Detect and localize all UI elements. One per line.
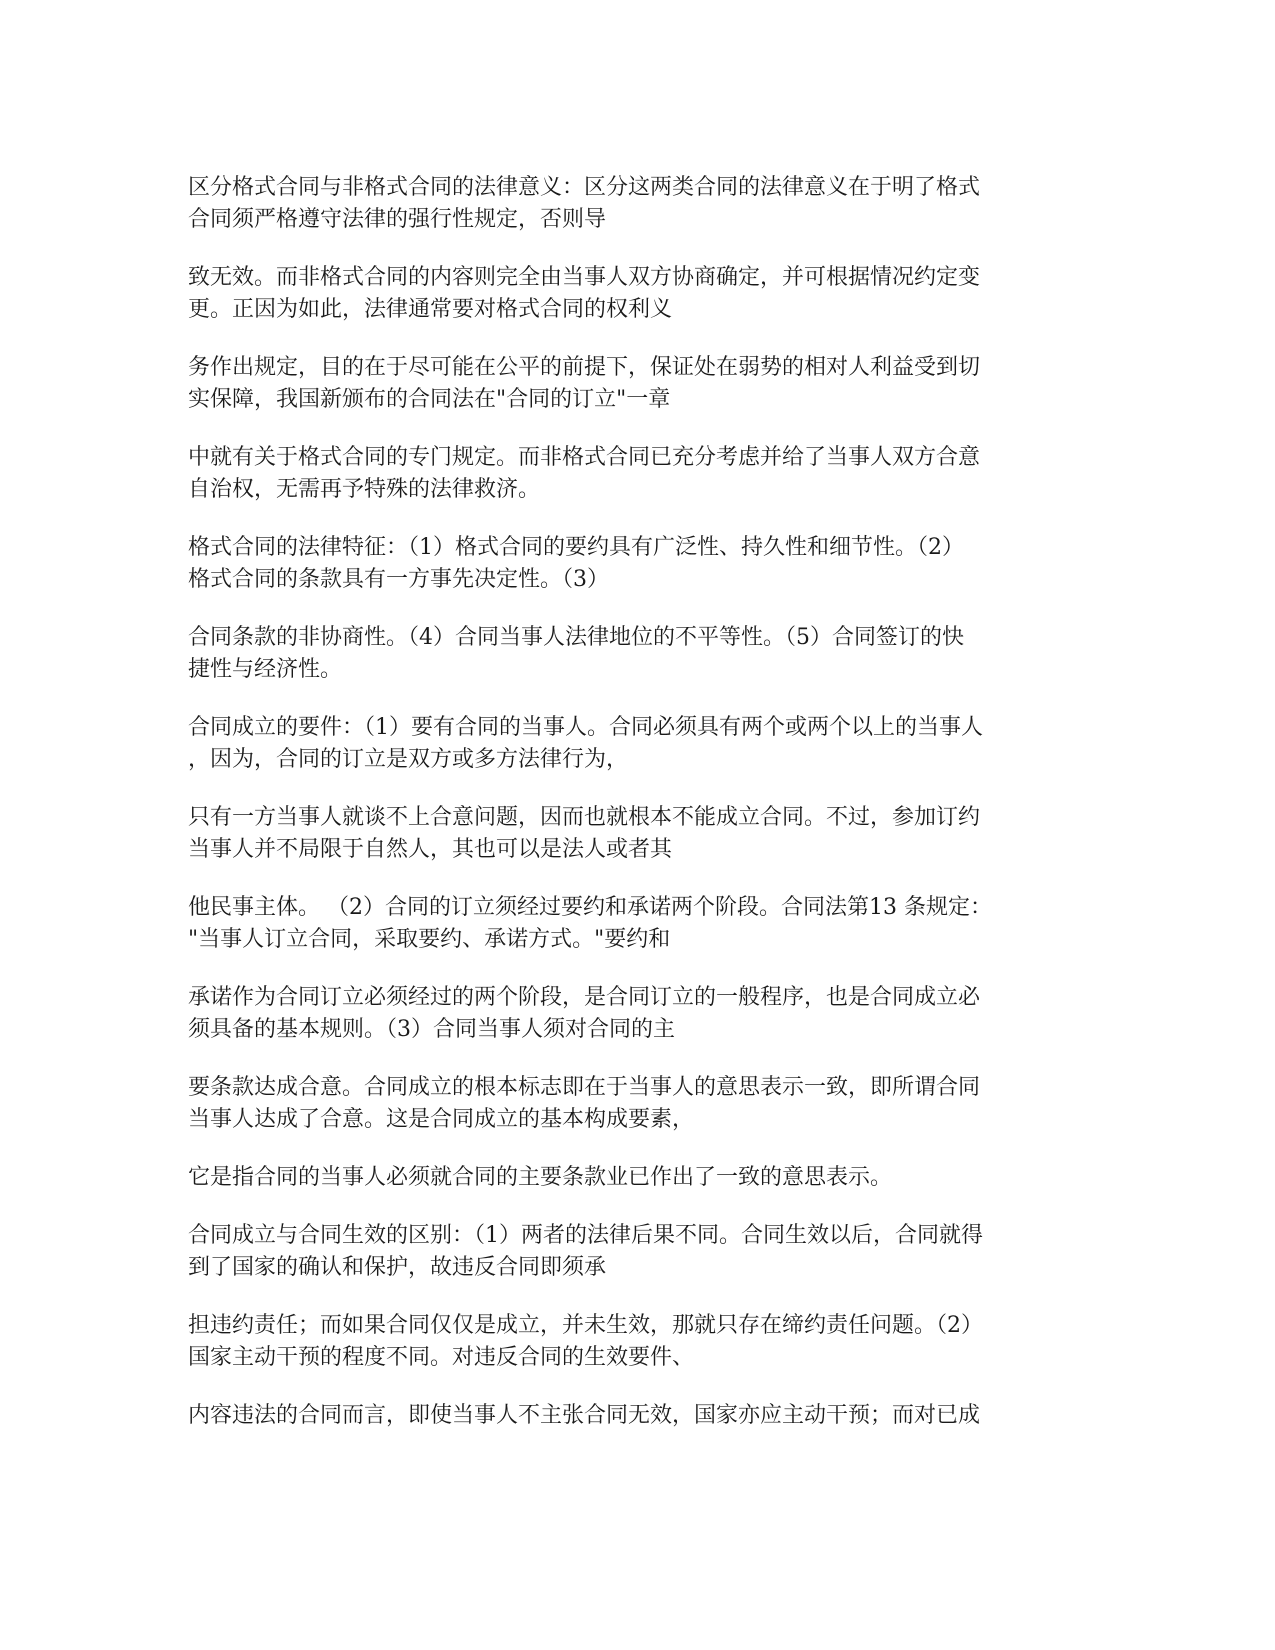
text-line: 要条款达成合意。合同成立的根本标志即在于当事人的意思表示一致，即所谓合同 <box>188 1075 981 1100</box>
text-line: 国家主动干预的程度不同。对违反合同的生效要件、 <box>188 1345 695 1370</box>
text-line: 格式合同的法律特征：（1）格式合同的要约具有广泛性、持久性和细节性。（2） <box>188 535 964 560</box>
paragraph <box>188 982 1088 1046</box>
text-line: ，因为，合同的订立是双方或多方法律行为， <box>188 747 629 772</box>
text-line: 它是指合同的当事人必须就合同的主要条款业已作出了一致的意思表示。 <box>188 1165 893 1190</box>
paragraph <box>188 1400 1088 1432</box>
text-line: 格式合同的条款具有一方事先决定性。（3） <box>188 567 609 592</box>
paragraph <box>188 532 1088 596</box>
text-line: "当事人订立合同，采取要约、承诺方式。"要约和 <box>188 927 671 952</box>
text-line: 只有一方当事人就谈不上合意问题，因而也就根本不能成立合同。不过，参加订约 <box>188 805 981 830</box>
text-line: 当事人达成了合意。这是合同成立的基本构成要素， <box>188 1107 695 1132</box>
paragraph <box>188 262 1088 326</box>
text-line: 自治权，无需再予特殊的法律救济。 <box>188 477 541 502</box>
paragraph <box>188 892 1088 956</box>
text-line: 当事人并不局限于自然人，其也可以是法人或者其 <box>188 837 673 862</box>
text-line: 合同须严格遵守法律的强行性规定，否则导 <box>188 207 607 232</box>
paragraph <box>188 442 1088 506</box>
text-line: 合同条款的非协商性。（4）合同当事人法律地位的不平等性。（5）合同签订的快 <box>188 625 964 650</box>
text-line: 到了国家的确认和保护，故违反合同即须承 <box>188 1255 607 1280</box>
text-line: 区分格式合同与非格式合同的法律意义：区分这两类合同的法律意义在于明了格式 <box>188 175 981 200</box>
paragraph <box>188 1072 1088 1136</box>
text-line: 务作出规定，目的在于尽可能在公平的前提下，保证处在弱势的相对人利益受到切 <box>188 355 981 380</box>
text-line: 中就有关于格式合同的专门规定。而非格式合同已充分考虑并给了当事人双方合意 <box>188 445 981 470</box>
paragraph <box>188 352 1088 416</box>
paragraph <box>188 622 1088 686</box>
text-line: 捷性与经济性。 <box>188 657 343 682</box>
text-line: 合同成立的要件：（1）要有合同的当事人。合同必须具有两个或两个以上的当事人 <box>188 715 983 740</box>
text-line: 他民事主体。 （2）合同的订立须经过要约和承诺两个阶段。合同法第13 条规定： <box>188 895 992 920</box>
paragraph <box>188 712 1088 776</box>
text-line: 承诺作为合同订立必须经过的两个阶段，是合同订立的一般程序，也是合同成立必 <box>188 985 981 1010</box>
paragraph <box>188 1310 1088 1374</box>
text-line: 实保障，我国新颁布的合同法在"合同的订立"一章 <box>188 387 671 412</box>
text-line: 内容违法的合同而言，即使当事人不主张合同无效，国家亦应主动干预；而对已成 <box>188 1403 981 1428</box>
paragraph <box>188 172 1088 236</box>
paragraph <box>188 802 1088 866</box>
text-line: 担违约责任；而如果合同仅仅是成立，并未生效，那就只存在缔约责任问题。（2） <box>188 1313 983 1338</box>
paragraph <box>188 1162 1088 1194</box>
text-line: 须具备的基本规则。（3）合同当事人须对合同的主 <box>188 1017 675 1042</box>
text-line: 致无效。而非格式合同的内容则完全由当事人双方协商确定，并可根据情况约定变 <box>188 265 981 290</box>
text-line: 更。正因为如此，法律通常要对格式合同的权利义 <box>188 297 673 322</box>
paragraph <box>188 1220 1088 1284</box>
text-line: 合同成立与合同生效的区别：（1）两者的法律后果不同。合同生效以后，合同就得 <box>188 1223 983 1248</box>
